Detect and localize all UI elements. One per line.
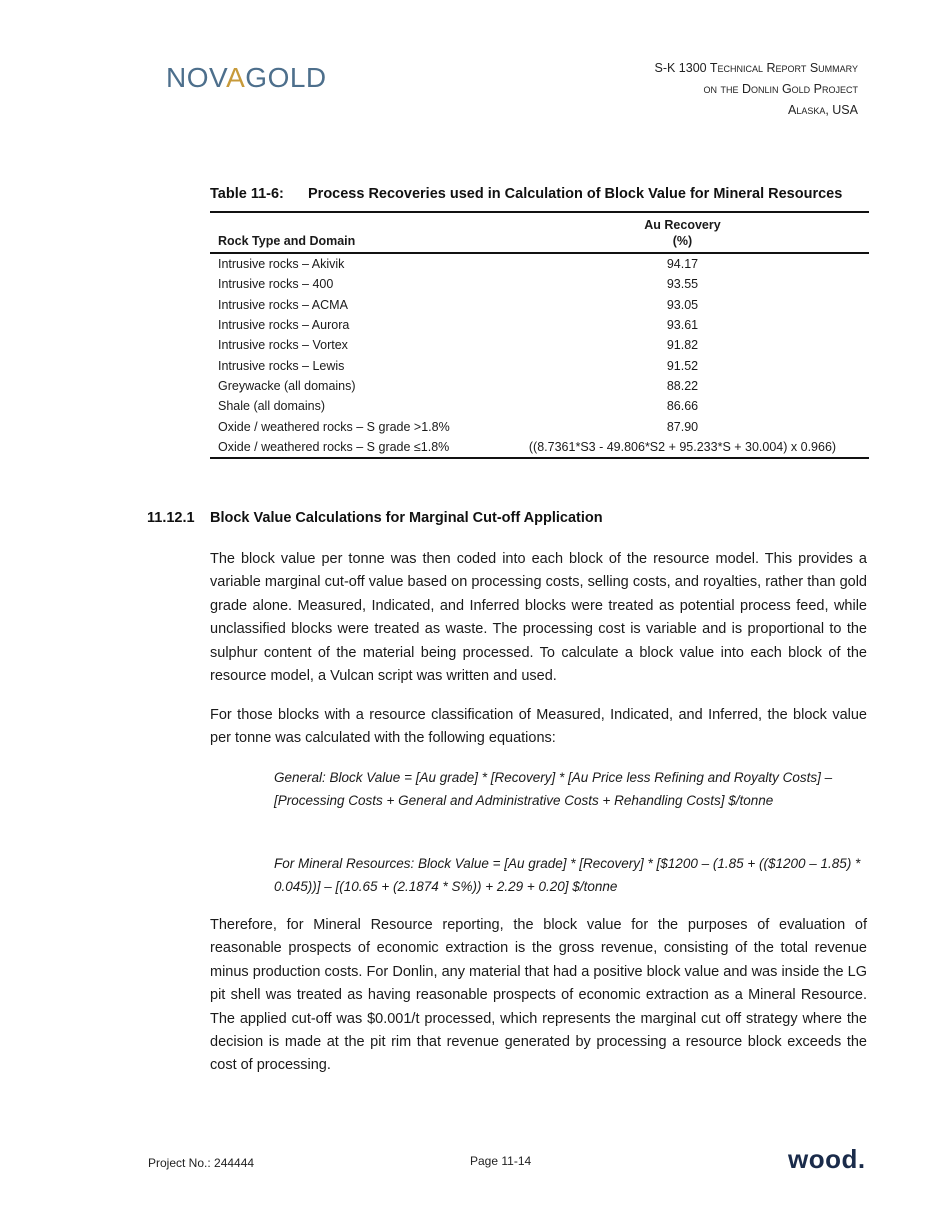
recovery-cell: 94.17 [666, 257, 699, 272]
table-number: Table 11-6: [210, 186, 284, 202]
recovery-cell: 91.52 [666, 358, 699, 373]
header-line-3: Alaska, USA [787, 103, 858, 117]
table-row [210, 396, 869, 416]
recovery-cell: 91.82 [666, 338, 699, 353]
recovery-cell: 93.61 [666, 318, 699, 333]
table-row [210, 253, 869, 274]
table-caption [210, 186, 870, 202]
paragraph-equations-intro: For those blocks with a resource classification of Measured, Indicated, and Inferred, the block value per tonne was calculated with the following equations: [210, 707, 867, 747]
domain-cell: Intrusive rocks – Lewis [218, 358, 345, 373]
paragraph-reporting: Therefore, for Mineral Resource reporting, the block value for the purposes of evaluation of reasonable prospects of economic extraction is the gross revenue, consisting of the total revenue minus production costs. For Donlin, any material that had a positive block value and was inside the LG pit shell was treated as having reasonable prospects of economic extraction as a Mineral Resource. The applied cut-off was $0.001/t processed, which represents the marginal cut off strategy where the decision is made at the pit rim that revenue generated by processing a resource block exceeds the cost of processing. [210, 917, 867, 1074]
table-header-row [210, 212, 869, 253]
page-number: Page 11-14 [470, 1154, 532, 1168]
header-line-1: S-K 1300 Technical Report Summary [654, 61, 858, 75]
wood-logo: wood. [788, 1144, 866, 1174]
recovery-cell: 93.05 [666, 297, 699, 312]
domain-cell: Intrusive rocks – Akivik [218, 257, 345, 272]
recovery-cell: 86.66 [666, 399, 699, 414]
header-line-2: on the Donlin Gold Project [703, 82, 858, 96]
table-title: Process Recoveries used in Calculation of Block Value for Mineral Resources [308, 186, 843, 202]
equation-mineral-resources: For Mineral Resources: Block Value = [Au grade] * [Recovery] * [$1200 – (1.85 + (($1200 – 1.85) * 0.045))] – [(10.65 + (2.1874 * S%)) + 2.29 + 0.20] $/tonne [274, 856, 861, 894]
section-heading [147, 510, 603, 526]
domain-cell: Oxide / weathered rocks – S grade >1.8% [218, 419, 450, 434]
column-header-domain: Rock Type and Domain [210, 212, 496, 253]
report-header [655, 58, 859, 121]
domain-cell: Intrusive rocks – Vortex [218, 338, 348, 353]
domain-cell: Intrusive rocks – 400 [218, 277, 334, 292]
table-row [210, 416, 869, 436]
table-row [210, 437, 869, 458]
recovery-cell: 87.90 [666, 419, 699, 434]
domain-cell: Intrusive rocks – Aurora [218, 318, 350, 333]
recovery-table [210, 211, 869, 459]
table-row [210, 315, 869, 335]
domain-cell: Oxide / weathered rocks – S grade ≤1.8% [210, 437, 496, 458]
domain-cell: Shale (all domains) [218, 399, 325, 414]
equation-general: General: Block Value = [Au grade] * [Recovery] * [Au Price less Refining and Royalty Costs] – [Processing Costs + General and Administrative Costs + Rehandling Costs] $/tonne [274, 770, 833, 808]
paragraph-block-value: The block value per tonne was then coded into each block of the resource model. This provides a variable marginal cut-off value based on processing costs, selling costs, and royalties, rather than gold grade alone. Measured, Indicated, and Inferred blocks were treated as potential process feed, while unclassified blocks were treated as waste. The processing cost is variable and is proportional to the sulphur content of the material being processed. To calculate a block value into each block of the resource model, a Vulcan script was written and used. [210, 551, 867, 685]
novagold-logo [166, 62, 327, 94]
domain-cell: Greywacke (all domains) [218, 378, 356, 393]
column-header-recovery-line2: (%) [672, 234, 693, 248]
recovery-cell: 88.22 [666, 378, 699, 393]
column-header-recovery [496, 212, 869, 253]
domain-cell: Intrusive rocks – ACMA [218, 297, 348, 312]
table-row [210, 355, 869, 375]
recovery-cell: 93.55 [666, 277, 699, 292]
table-row [210, 376, 869, 396]
recovery-cell: ((8.7361*S3 - 49.806*S2 + 95.233*S + 30.004) x 0.966) [496, 437, 869, 458]
table-row [210, 335, 869, 355]
section-number: 11.12.1 [147, 510, 195, 526]
table-row [210, 274, 869, 294]
project-number: Project No.: 244444 [148, 1156, 255, 1170]
logo-text-a: A [226, 62, 246, 93]
logo-text-left: NOV [166, 62, 227, 93]
column-header-recovery-line1: Au Recovery [644, 218, 721, 232]
table-row [210, 295, 869, 315]
logo-text-right: GOLD [245, 62, 327, 93]
section-title: Block Value Calculations for Marginal Cut-off Application [210, 510, 603, 526]
